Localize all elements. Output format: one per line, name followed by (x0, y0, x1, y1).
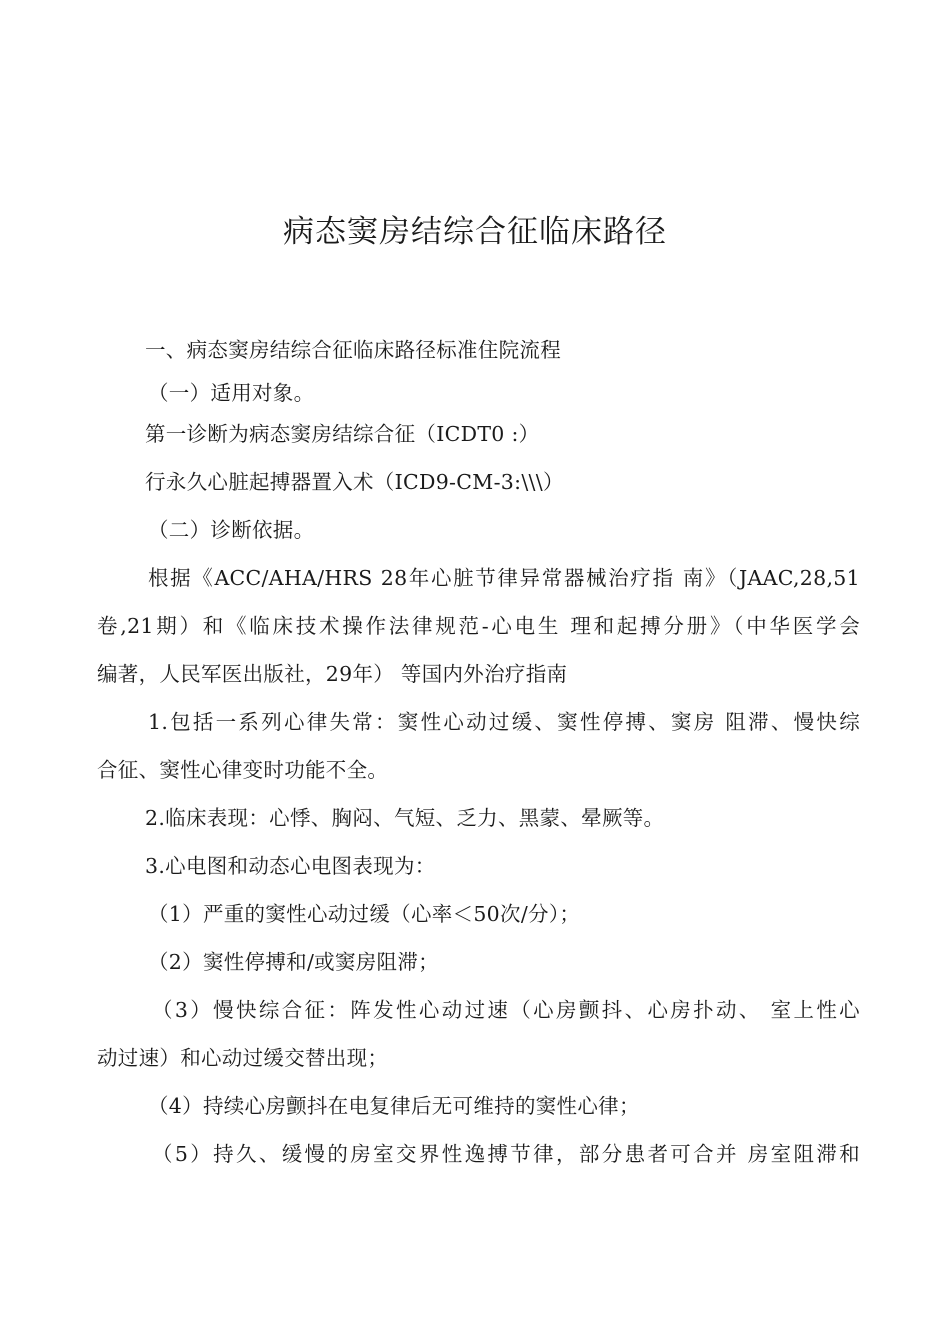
list-item: （4）持续心房颤抖在电复律后无可维持的窦性心律； (148, 1094, 640, 1118)
paragraph-line: 动过速）和心动过缓交替出现； (97, 1046, 389, 1070)
paragraph-line: 合征、窦性心律变时功能不全。 (97, 758, 389, 782)
paragraph-line: 第一诊断为病态窦房结综合征（ICDT0 :） (145, 422, 540, 446)
paragraph-line: 编著，人民军医出版社，29年） 等国内外治疗指南 (97, 662, 568, 686)
list-item: 3.心电图和动态心电图表现为： (145, 854, 436, 878)
paragraph-line: 卷,21期）和《临床技术操作法律规范-心电生 理和起搏分册》（中华医学会 (97, 614, 860, 638)
list-item: 1.包括一系列心律失常：窦性心动过缓、窦性停搏、窦房 阻滞、慢快综 (148, 710, 860, 734)
document-title: 病态窦房结综合征临床路径 (283, 214, 667, 250)
paragraph-line: 根据《ACC/AHA/HRS 28年心脏节律异常器械治疗指 南》（JAAC,28,51 (148, 566, 860, 590)
section-heading: 一、病态窦房结综合征临床路径标准住院流程 (145, 338, 561, 362)
list-item: （5）持久、缓慢的房室交界性逸搏节律，部分患者可合并 房室阻滞和 (152, 1142, 860, 1166)
list-item: （2）窦性停搏和/或窦房阻滞； (148, 950, 439, 974)
paragraph-line: 行永久心脏起搏器置入术（ICD9-CM-3:\\\） (145, 470, 564, 494)
list-item: 2.临床表现：心悸、胸闷、气短、乏力、黑蒙、晕厥等。 (145, 806, 665, 830)
list-item: （1）严重的窦性心动过缓（心率＜50次/分）； (148, 902, 581, 926)
subsection-heading: （一）适用对象。 (148, 381, 315, 405)
subsection-heading: （二）诊断依据。 (148, 518, 315, 542)
list-item: （3）慢快综合征：阵发性心动过速（心房颤抖、心房扑动、 室上性心 (152, 998, 860, 1022)
